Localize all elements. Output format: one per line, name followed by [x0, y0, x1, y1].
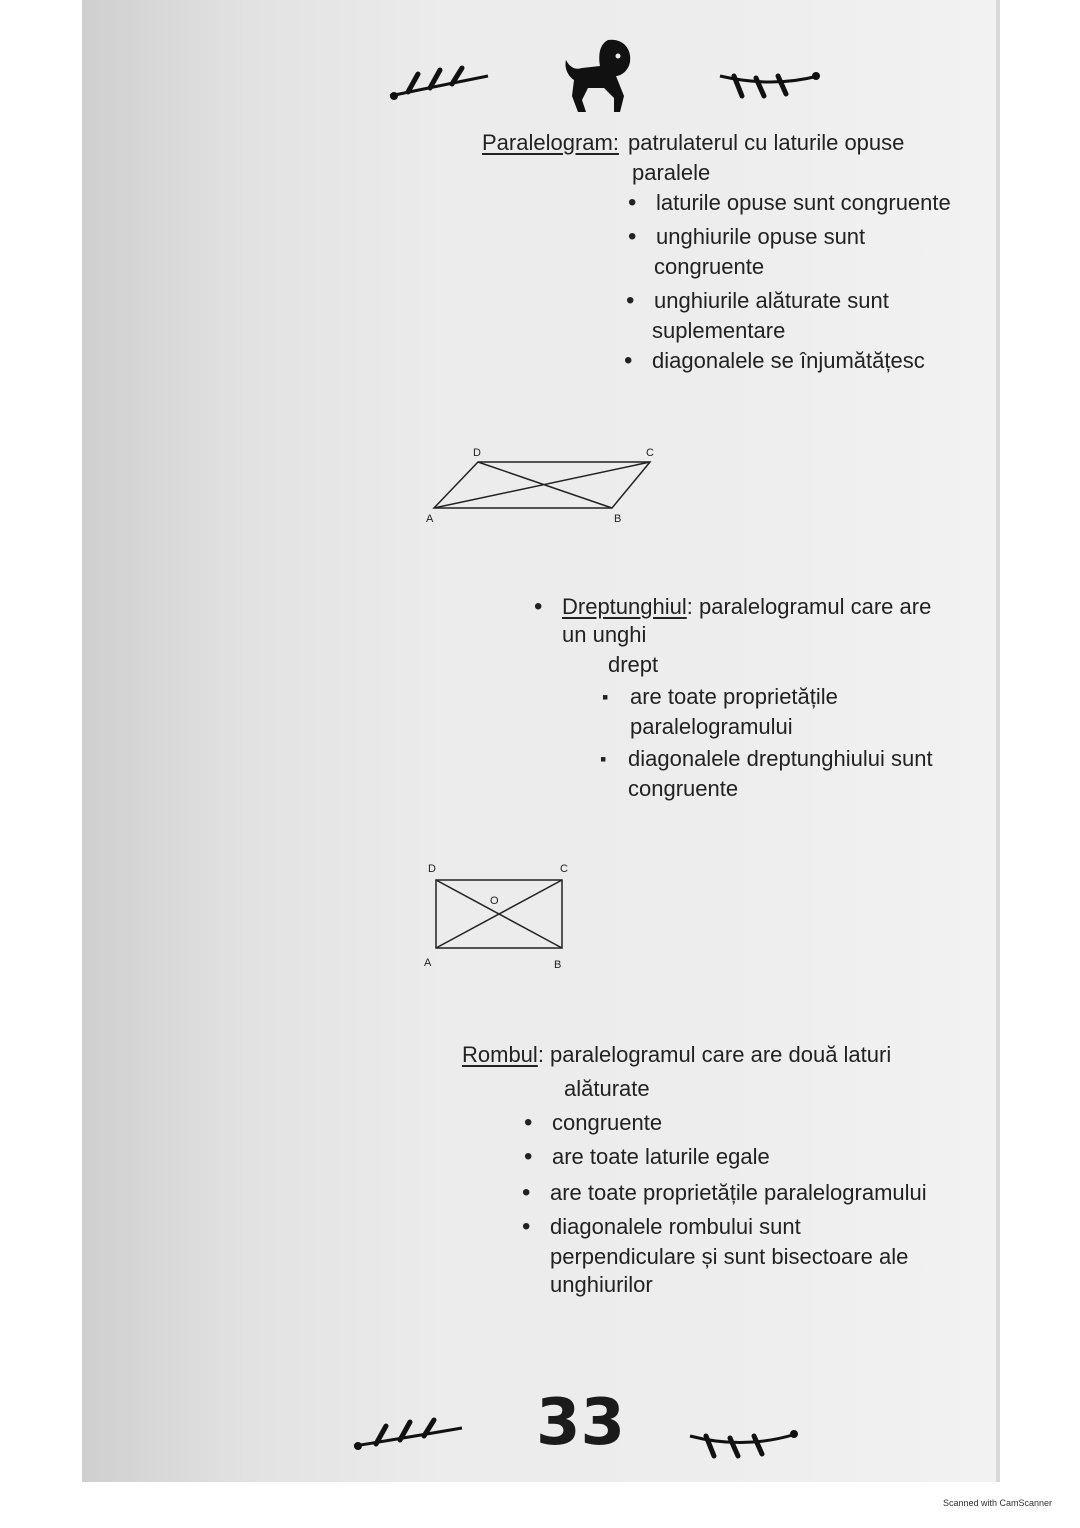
vertex-label-b: B: [554, 959, 562, 971]
vertex-label-c: C: [646, 447, 654, 459]
paralelogram-property: • laturile opuse sunt congruente: [656, 188, 951, 218]
paralelogram-property: • unghiurile opuse sunt: [656, 222, 865, 252]
laurel-right-icon: [684, 1422, 800, 1462]
romb-term: Rombul: [462, 1042, 538, 1067]
paralelogram-definition-cont: paralele: [632, 160, 711, 185]
laurel-right-icon: [712, 66, 822, 102]
vertex-label-c: C: [560, 863, 568, 875]
romb-property-cont: unghiurilor: [550, 1272, 653, 1297]
vertex-label-a: A: [426, 513, 434, 525]
dreptunghi-definition-cont: drept: [608, 652, 659, 677]
page-number: 33: [536, 1386, 626, 1460]
paralelogram-definition: patrulaterul cu laturile opuse: [628, 130, 905, 155]
romb-definition-text: : paralelogramul care are două laturi: [537, 1042, 892, 1067]
paralelogram-property: • unghiurile alăturate sunt: [654, 286, 889, 316]
vertex-label-a: A: [424, 957, 432, 969]
paralelogram-term: Paralelogram:: [482, 130, 619, 155]
dreptunghi-property-cont: paralelogramului: [630, 714, 793, 739]
paralelogram-property-cont: congruente: [654, 254, 765, 279]
page-edge: [996, 0, 1000, 1482]
dreptunghi-definition: [562, 592, 931, 622]
vertex-label-d: D: [473, 447, 481, 459]
romb-property: • are toate laturile egale: [552, 1142, 770, 1172]
dreptunghi-property-cont: congruente: [628, 776, 739, 801]
romb-property: • are toate proprietățile paralelogramului: [550, 1178, 927, 1208]
parallelogram-figure: [420, 440, 670, 530]
dreptunghi-definition-text: : paralelogramul care are: [686, 594, 932, 619]
romb-property-cont: perpendiculare și sunt bisectoare ale: [550, 1244, 909, 1269]
center-label-o: O: [490, 895, 499, 907]
paralelogram-property-cont: suplementare: [652, 318, 786, 343]
romb-definition-cont: alăturate: [564, 1076, 650, 1101]
vertex-label-d: D: [428, 863, 436, 875]
laurel-left-icon: [388, 66, 498, 102]
lion-logo-icon: [560, 36, 648, 114]
rectangle-figure: [420, 856, 580, 976]
laurel-left-icon: [352, 1418, 468, 1454]
dreptunghi-property: ▪ are toate proprietățile: [630, 682, 838, 712]
scanner-watermark: Scanned with CamScanner: [942, 1498, 1052, 1508]
dreptunghi-definition-cont: un unghi: [562, 622, 647, 647]
dreptunghi-property: ▪ diagonalele dreptunghiului sunt: [628, 744, 933, 774]
vertex-label-b: B: [614, 513, 622, 525]
paralelogram-property: • diagonalele se înjumătățesc: [652, 346, 925, 376]
dreptunghi-term: Dreptunghiul: [562, 594, 687, 619]
romb-property: • congruente: [552, 1108, 662, 1138]
romb-definition: [462, 1040, 891, 1070]
romb-property: • diagonalele rombului sunt: [550, 1212, 801, 1242]
